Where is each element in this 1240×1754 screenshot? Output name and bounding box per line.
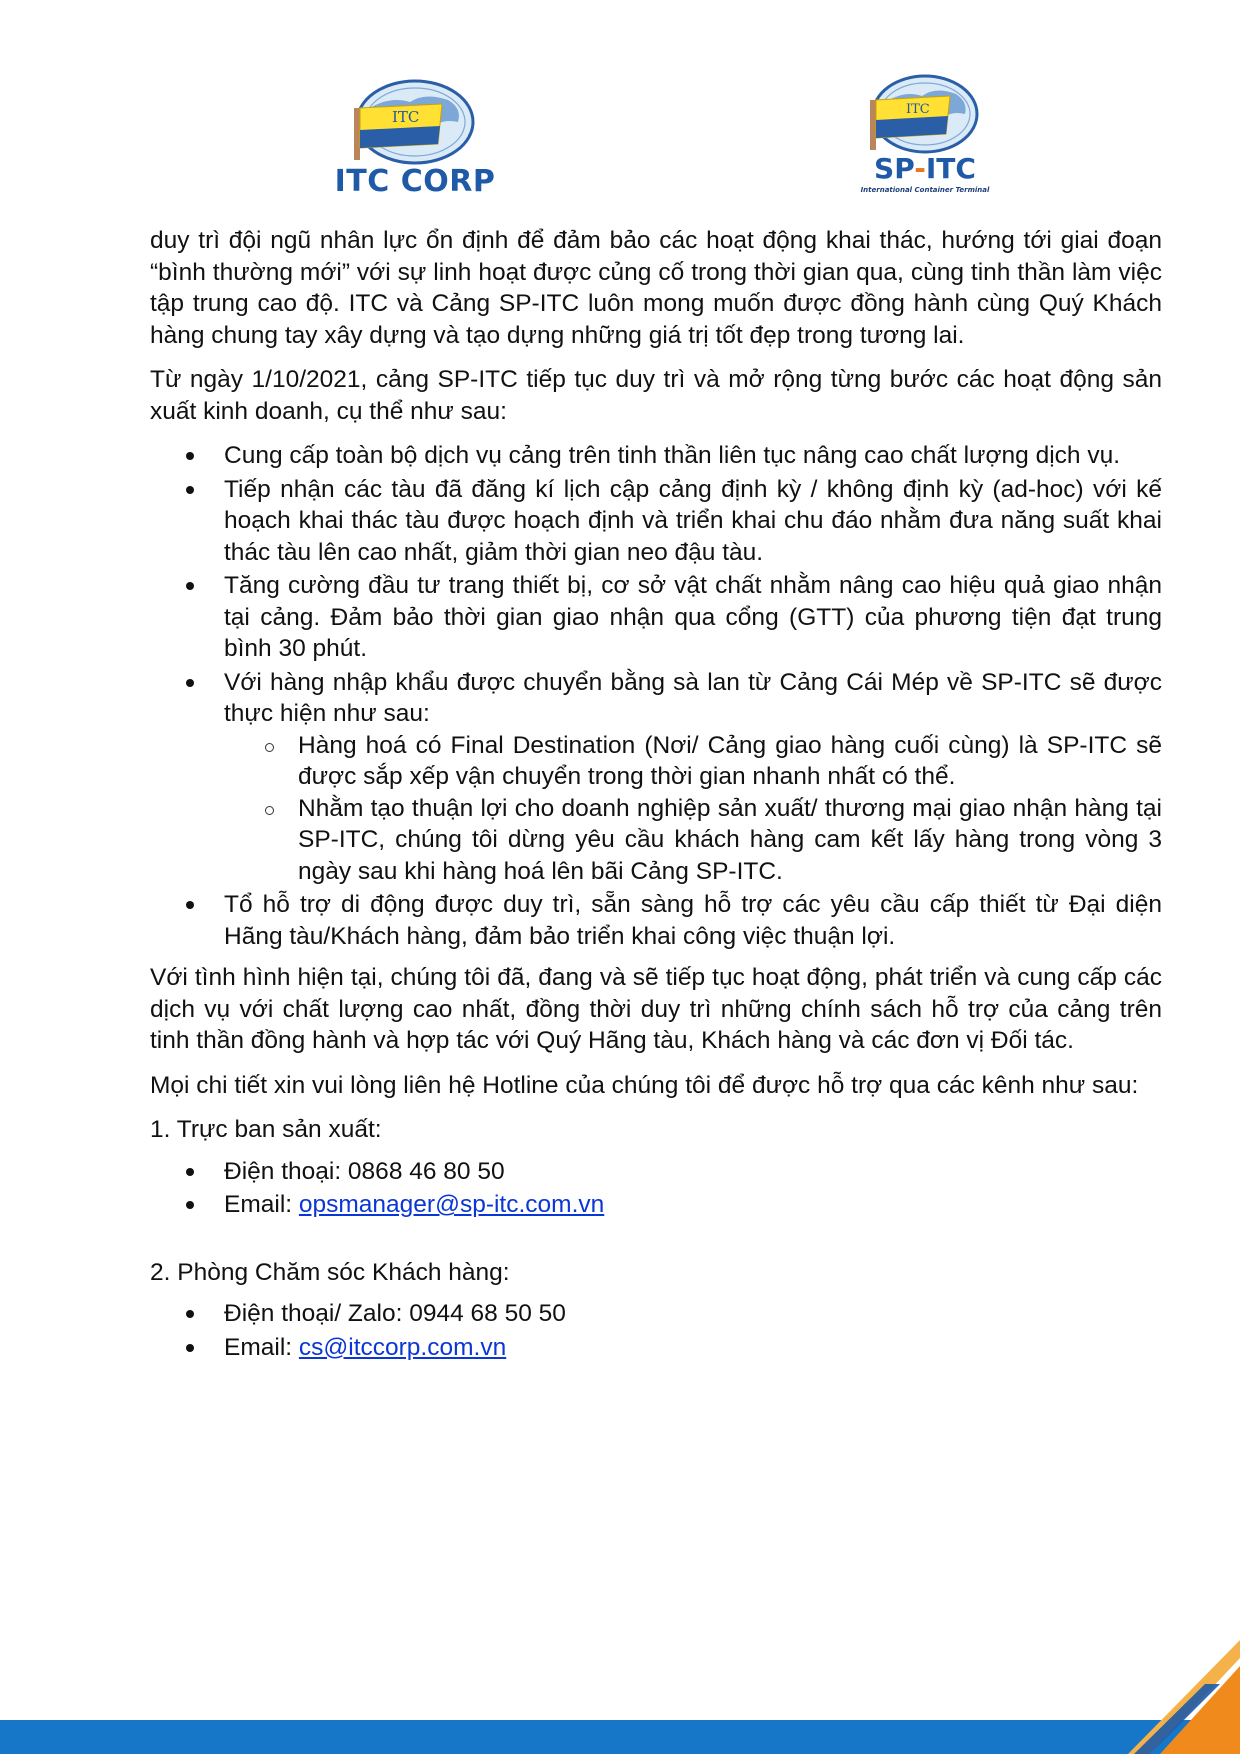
list-item: Tổ hỗ trợ di động được duy trì, sẵn sàng hỗ trợ các yêu cầu cấp thiết từ Đại diện Hãng tàu/Khách hàng, đảm bảo triển khai công việc thuận lợi. — [150, 889, 1162, 952]
email-item: Email: cs@itccorp.com.vn — [150, 1332, 1162, 1364]
itc-corp-logo — [330, 78, 500, 200]
contact-list — [150, 1298, 1162, 1363]
bullet-icon — [186, 1168, 194, 1176]
footer-blue-band — [0, 1720, 1240, 1754]
circle-bullet-icon — [265, 743, 274, 752]
sp-itc-logo — [850, 72, 1000, 200]
bullet-icon — [186, 1344, 194, 1352]
sub-list — [224, 730, 1162, 888]
contact-paragraph: Mọi chi tiết xin vui lòng liên hệ Hotline của chúng tôi để được hỗ trợ qua các kênh như sau: — [150, 1071, 1139, 1099]
svg-text:ITC: ITC — [906, 102, 930, 117]
list-item: Với hàng nhập khẩu được chuyển bằng sà lan từ Cảng Cái Mép về SP-ITC sẽ được thực hiện như sau: Hàng hoá có Final Destination (Nơi/ Cảng giao hàng cuối cùng) là SP-ITC sẽ được sắp xếp vận chuyển trong thời gian nhanh nhất có thể. Nhằm tạo thuận lợi cho doanh nghiệp sản xuất/ thương mại giao nhận hàng tại SP-ITC, chúng tôi dừng yêu cầu khách hàng cam kết lấy hàng trong vòng 3 ngày sau khi hàng hoá lên bãi Cảng SP-ITC. — [150, 667, 1162, 888]
activity-list — [150, 440, 1162, 952]
intro-paragraph: duy trì đội ngũ nhân lực ổn định để đảm bảo các hoạt động khai thác, hướng tới giai đoạn “bình thường mới” với sự linh hoạt được củng cố trong thời gian qua, cùng tinh thần làm việc tập trung cao độ. ITC và Cảng SP-ITC luôn mong muốn được đồng hành cùng Quý Khách hàng chung tay xây dựng và tạo dựng những giá trị tốt đẹp trong tương lai. — [150, 227, 1162, 349]
section-heading: 1. Trực ban sản xuất: — [150, 1116, 382, 1143]
itc-corp-wordmark: ITC CORP — [334, 164, 496, 199]
bullet-icon — [186, 452, 194, 460]
email-link[interactable]: opsmanager@sp-itc.com.vn — [298, 1191, 605, 1218]
footer-decoration — [0, 1614, 1240, 1754]
sp-itc-wordmark: SP-ITC — [874, 152, 976, 185]
phone-item: Điện thoại: 0868 46 80 50 — [150, 1156, 1162, 1188]
bullet-icon — [186, 486, 194, 494]
circle-bullet-icon — [265, 806, 274, 815]
list-item: Cung cấp toàn bộ dịch vụ cảng trên tinh thần liên tục nâng cao chất lượng dịch vụ. — [150, 440, 1162, 472]
logo-subtitle: International Container Terminal — [860, 186, 990, 194]
phone-item: Điện thoại/ Zalo: 0944 68 50 50 — [150, 1298, 1162, 1330]
globe-flag-icon — [330, 78, 500, 168]
email-item: Email: opsmanager@sp-itc.com.vn — [150, 1189, 1162, 1221]
section-heading: 2. Phòng Chăm sóc Khách hàng: — [150, 1258, 510, 1286]
letter-body — [150, 225, 1162, 1373]
list-item: Tăng cường đầu tư trang thiết bị, cơ sở vật chất nhằm nâng cao hiệu quả giao nhận tại cảng. Đảm bảo thời gian giao nhận qua cổng (GTT) của phương tiện đạt trung bình 30 phút. — [150, 570, 1162, 665]
from-date-paragraph: Từ ngày 1/10/2021, cảng SP-ITC tiếp tục duy trì và mở rộng từng bước các hoạt động sản xuất kinh doanh, cụ thể như sau: — [150, 366, 1162, 425]
sub-list-item: Hàng hoá có Final Destination (Nơi/ Cảng giao hàng cuối cùng) là SP-ITC sẽ được sắp xếp vận chuyển trong thời gian nhanh nhất có thể. — [224, 730, 1162, 793]
bullet-icon — [186, 582, 194, 590]
sub-list-item: Nhằm tạo thuận lợi cho doanh nghiệp sản xuất/ thương mại giao nhận hàng tại SP-ITC, chúng tôi dừng yêu cầu khách hàng cam kết lấy hàng trong vòng 3 ngày sau khi hàng hoá lên bãi Cảng SP-ITC. — [224, 793, 1162, 888]
bullet-icon — [186, 901, 194, 909]
bullet-icon — [186, 1310, 194, 1318]
bullet-icon — [186, 1201, 194, 1209]
email-link[interactable]: cs@itccorp.com.vn — [298, 1333, 507, 1361]
svg-text:ITC: ITC — [392, 108, 420, 126]
globe-flag-icon — [850, 72, 1000, 156]
list-item: Tiếp nhận các tàu đã đăng kí lịch cập cảng định kỳ / không định kỳ (ad-hoc) với kế hoạch khai thác tàu được hoạch định và triển khai chu đáo nhằm đưa năng suất khai thác tàu lên cao nhất, giảm thời gian neo đậu tàu. — [150, 474, 1162, 569]
bullet-icon — [186, 679, 194, 687]
situation-paragraph: Với tình hình hiện tại, chúng tôi đã, đang và sẽ tiếp tục hoạt động, phát triển và cung cấp các dịch vụ với chất lượng cao nhất, đồng thời duy trì những chính sách hỗ trợ của cảng trên tinh thần đồng hành và hợp tác với Quý Hãng tàu, Khách hàng và các đơn vị Đối tác. — [150, 964, 1162, 1054]
contact-list — [150, 1156, 1162, 1221]
